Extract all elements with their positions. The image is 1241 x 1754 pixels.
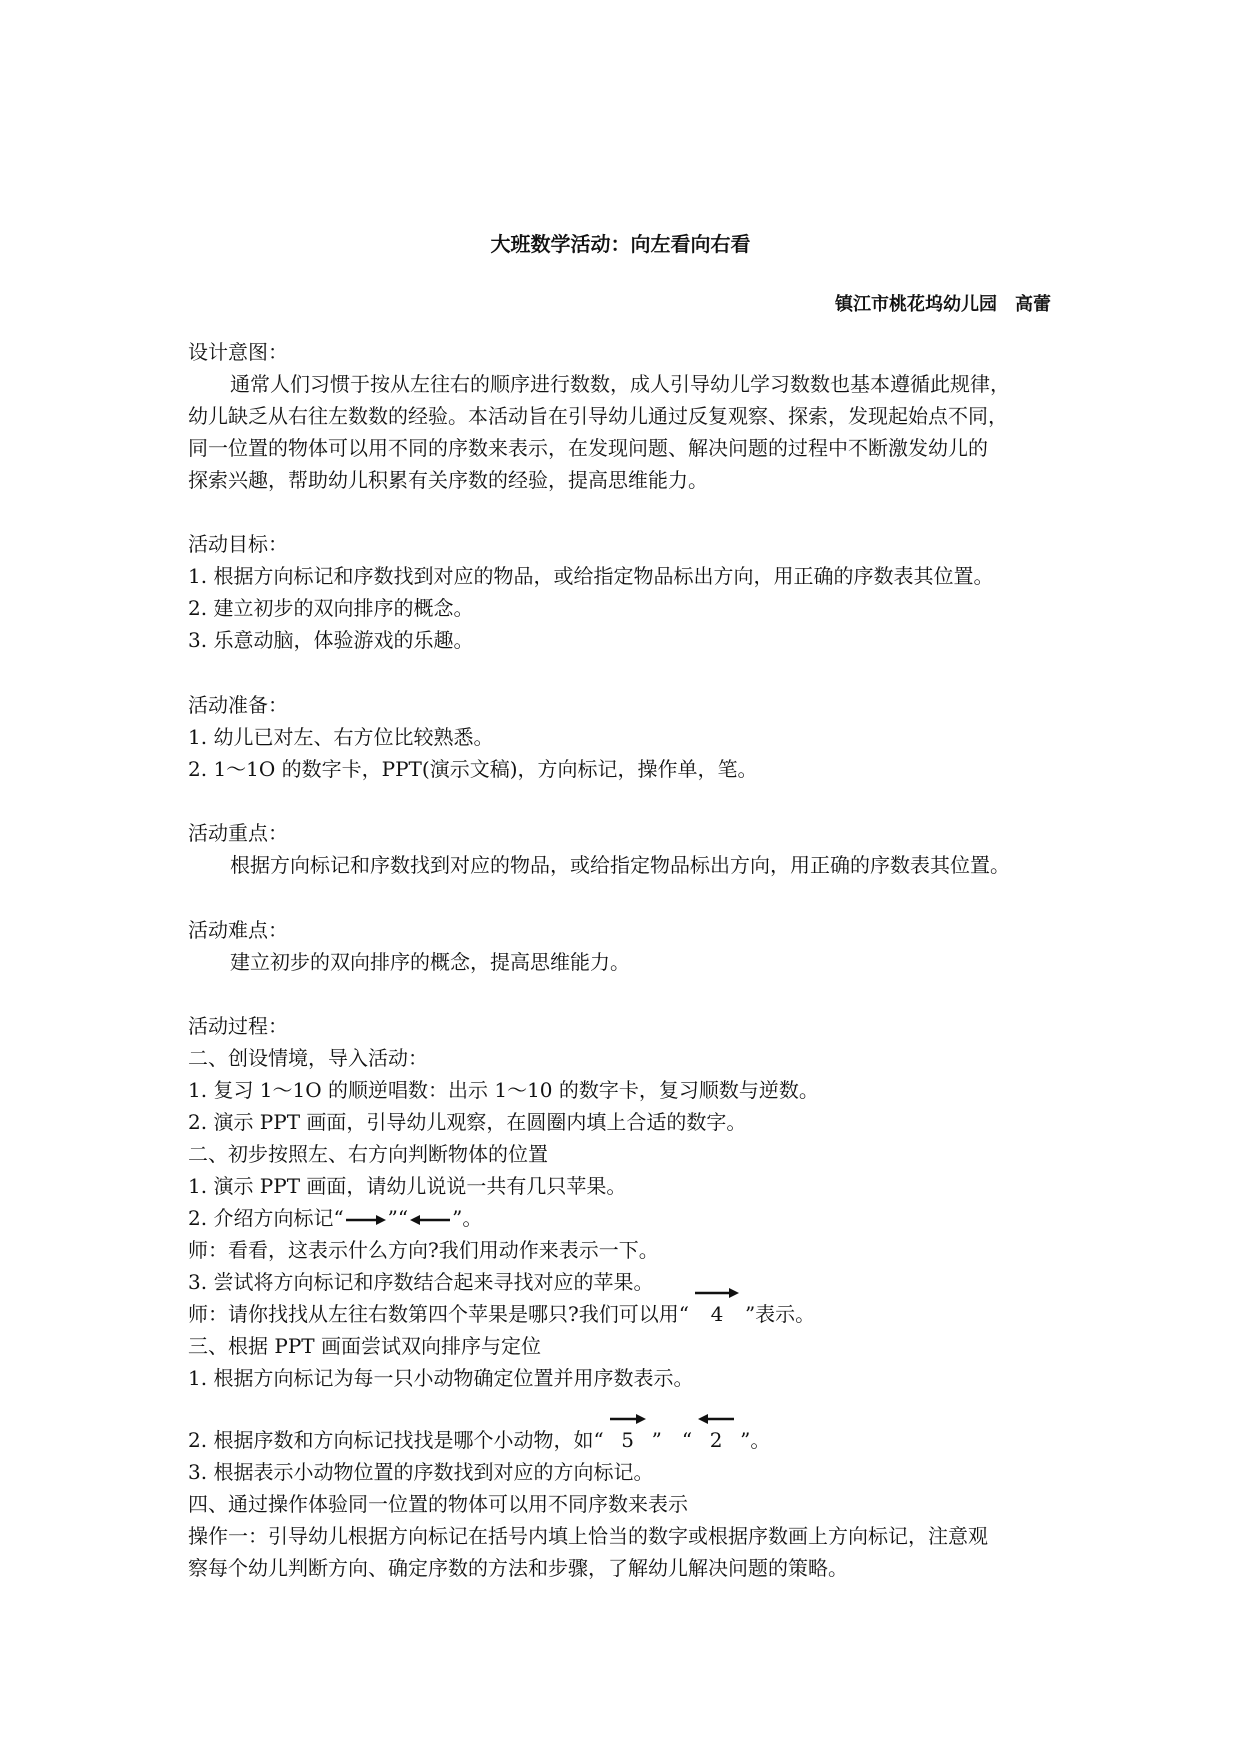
process-line-ordinal-5-2 bbox=[188, 1424, 770, 1453]
goals-heading: 活动目标： bbox=[188, 532, 288, 556]
design-line: 探索兴趣，帮助幼儿积累有关序数的经验，提高思维能力。 bbox=[188, 468, 708, 492]
process-line-ordinal-4 bbox=[188, 1298, 815, 1327]
process-line: 三、根据 PPT 画面尝试双向排序与定位 bbox=[188, 1334, 541, 1358]
ordinal-mark-5 bbox=[604, 1428, 652, 1452]
document-title: 大班数学活动：向左看向右看 bbox=[490, 232, 751, 256]
ordinal-number: 2 bbox=[709, 1428, 723, 1452]
process-line: 操作一：引导幼儿根据方向标记在括号内填上恰当的数字或根据序数画上方向标记，注意观 bbox=[188, 1524, 988, 1548]
process-line: 1. 演示 PPT 画面，请幼儿说说一共有几只苹果。 bbox=[188, 1174, 627, 1198]
process-line: 2. 演示 PPT 画面，引导幼儿观察，在圆圈内填上合适的数字。 bbox=[188, 1110, 747, 1134]
left-arrow-icon bbox=[408, 1213, 452, 1227]
process-line: 二、初步按照左、右方向判断物体的位置 bbox=[188, 1142, 548, 1166]
goal-item: 1. 根据方向标记和序数找到对应的物品，或给指定物品标出方向，用正确的序数表其位置。 bbox=[188, 564, 994, 588]
ordinal-5-prefix: 2. 根据序数和方向标记找找是哪个小动物，如“ bbox=[188, 1428, 604, 1452]
process-line: 1. 根据方向标记为每一只小动物确定位置并用序数表示。 bbox=[188, 1366, 694, 1390]
left-arrow-icon bbox=[696, 1412, 736, 1426]
key-text: 根据方向标记和序数找到对应的物品，或给指定物品标出方向，用正确的序数表其位置。 bbox=[230, 853, 1010, 877]
process-line: 四、通过操作体验同一位置的物体可以用不同序数来表示 bbox=[188, 1492, 688, 1516]
process-line: 二、创设情境，导入活动： bbox=[188, 1046, 428, 1070]
prep-heading: 活动准备： bbox=[188, 693, 288, 717]
right-arrow-icon bbox=[344, 1213, 388, 1227]
arrow-sep-text: ”“ bbox=[387, 1206, 409, 1230]
author-line: 镇江市桃花坞幼儿园 高蕾 bbox=[835, 294, 1051, 315]
key-heading: 活动重点： bbox=[188, 821, 288, 845]
ordinal-2-suffix: ”。 bbox=[740, 1428, 771, 1452]
arrow-intro-text: 2. 介绍方向标记“ bbox=[188, 1206, 344, 1230]
process-heading: 活动过程： bbox=[188, 1014, 288, 1038]
process-line-arrows bbox=[188, 1202, 482, 1231]
ordinal-number: 5 bbox=[621, 1428, 635, 1452]
ordinal-mark-2 bbox=[692, 1428, 740, 1452]
process-line: 察每个幼儿判断方向、确定序数的方法和步骤，了解幼儿解决问题的策略。 bbox=[188, 1556, 848, 1580]
ordinal-4-prefix: 师：请你找找从左往右数第四个苹果是哪只?我们可以用“ bbox=[188, 1302, 689, 1326]
ordinal-sep: ” “ bbox=[651, 1428, 693, 1452]
ordinal-number: 4 bbox=[710, 1302, 724, 1326]
arrow-end-text: ”。 bbox=[452, 1206, 483, 1230]
design-line: 同一位置的物体可以用不同的序数来表示，在发现问题、解决问题的过程中不断激发幼儿的 bbox=[188, 436, 988, 460]
process-line: 师：看看，这表示什么方向?我们用动作来表示一下。 bbox=[188, 1238, 659, 1262]
process-line: 3. 根据表示小动物位置的序数找到对应的方向标记。 bbox=[188, 1460, 654, 1484]
design-line: 通常人们习惯于按从左往右的顺序进行数数，成人引导幼儿学习数数也基本遵循此规律， bbox=[230, 372, 1010, 396]
right-arrow-icon bbox=[693, 1286, 741, 1300]
goal-item: 3. 乐意动脑，体验游戏的乐趣。 bbox=[188, 628, 474, 652]
goal-item: 2. 建立初步的双向排序的概念。 bbox=[188, 596, 474, 620]
difficulty-text: 建立初步的双向排序的概念，提高思维能力。 bbox=[230, 950, 630, 974]
ordinal-4-suffix: ”表示。 bbox=[744, 1302, 816, 1326]
difficulty-heading: 活动难点： bbox=[188, 918, 288, 942]
prep-item: 1. 幼儿已对左、右方位比较熟悉。 bbox=[188, 725, 494, 749]
design-line: 幼儿缺乏从右往左数数的经验。本活动旨在引导幼儿通过反复观察、探索，发现起始点不同， bbox=[188, 404, 1008, 428]
ordinal-mark-4 bbox=[689, 1302, 745, 1326]
process-line: 1. 复习 1～1O 的顺逆唱数：出示 1～10 的数字卡，复习顺数与逆数。 bbox=[188, 1078, 819, 1102]
prep-item: 2. 1～1O 的数字卡，PPT(演示文稿)，方向标记，操作单，笔。 bbox=[188, 757, 758, 781]
right-arrow-icon bbox=[608, 1412, 648, 1426]
design-heading: 设计意图： bbox=[188, 340, 288, 364]
process-line: 3. 尝试将方向标记和序数结合起来寻找对应的苹果。 bbox=[188, 1270, 654, 1294]
